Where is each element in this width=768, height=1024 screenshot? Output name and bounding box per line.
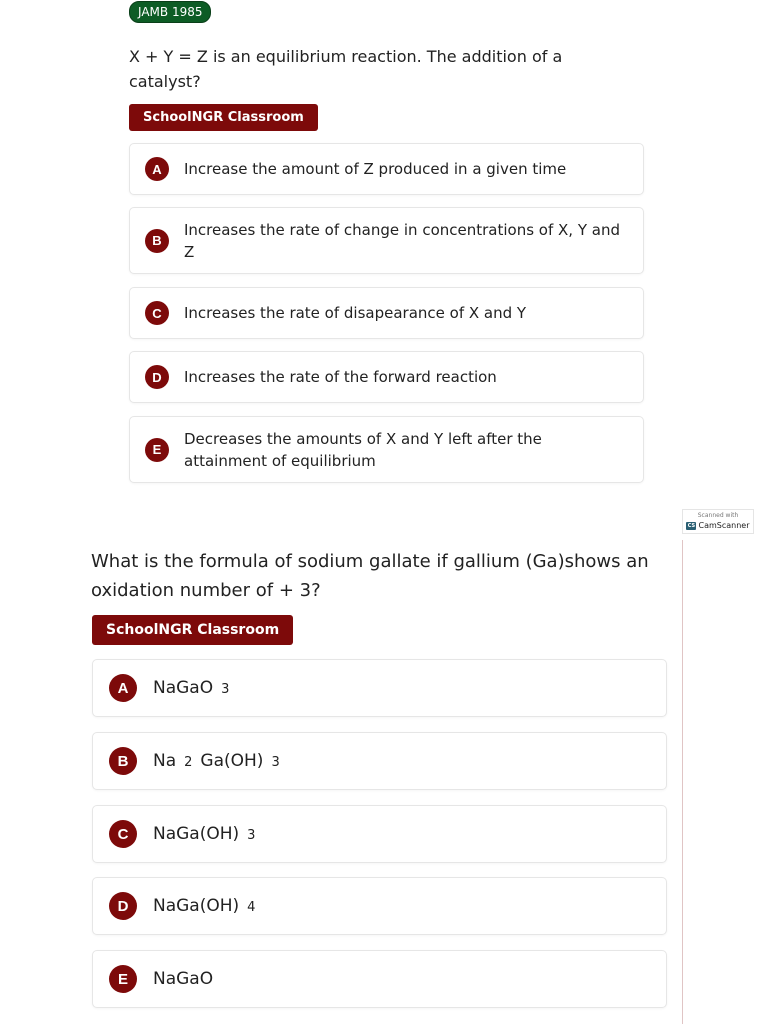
option-letter: C bbox=[109, 820, 137, 848]
option-formula bbox=[153, 678, 229, 698]
question-2-text: What is the formula of sodium gallate if gallium (Ga)shows an oxidation number of + 3? bbox=[91, 551, 649, 601]
option-e[interactable] bbox=[129, 416, 644, 483]
formula-main: NaGa(OH) bbox=[153, 824, 240, 844]
question-1-text: X + Y = Z is an equilibrium reaction. The addition of a catalyst? bbox=[129, 47, 563, 91]
option-c[interactable] bbox=[129, 287, 644, 339]
formula-subscript: 2 bbox=[184, 755, 193, 770]
option-letter: C bbox=[145, 301, 169, 325]
formula-main: NaGa(OH) bbox=[153, 896, 240, 916]
option-text: Decreases the amounts of X and Y left after the attainment of equilibrium bbox=[184, 429, 542, 470]
brand-label-1: SchoolNGR Classroom bbox=[129, 104, 318, 131]
formula-subscript-2: 3 bbox=[271, 755, 280, 770]
option-letter: B bbox=[145, 229, 169, 253]
brand-label-2: SchoolNGR Classroom bbox=[92, 615, 293, 645]
camscanner-logo-icon: CS bbox=[687, 522, 696, 529]
option-text: Increase the amount of Z produced in a given time bbox=[184, 160, 567, 178]
option-letter: E bbox=[109, 965, 137, 993]
watermark-caption: Scanned with bbox=[697, 512, 739, 519]
option-formula bbox=[153, 896, 255, 916]
formula-subscript: 3 bbox=[247, 828, 256, 843]
camscanner-watermark bbox=[682, 509, 754, 534]
option-formula bbox=[153, 969, 213, 989]
option-d[interactable] bbox=[92, 877, 667, 935]
exam-badge: JAMB 1985 bbox=[129, 1, 211, 23]
option-text: Increases the rate of the forward reaction bbox=[184, 368, 497, 386]
option-letter: D bbox=[145, 365, 169, 389]
option-c[interactable] bbox=[92, 805, 667, 863]
option-d[interactable] bbox=[129, 351, 644, 403]
option-b[interactable] bbox=[129, 207, 644, 274]
page-divider bbox=[682, 540, 683, 1024]
option-letter: A bbox=[109, 674, 137, 702]
option-text: Increases the rate of change in concentrations of X, Y and Z bbox=[184, 220, 620, 261]
option-a[interactable] bbox=[129, 143, 644, 195]
formula-main-2: Ga(OH) bbox=[200, 751, 264, 771]
formula-subscript: 4 bbox=[247, 900, 256, 915]
formula-main: Na bbox=[153, 751, 177, 771]
formula-main: NaGaO bbox=[153, 969, 214, 989]
option-formula bbox=[153, 751, 280, 771]
formula-subscript: 3 bbox=[221, 682, 230, 697]
option-letter: B bbox=[109, 747, 137, 775]
option-letter: D bbox=[109, 892, 137, 920]
option-b[interactable] bbox=[92, 732, 667, 790]
formula-main: NaGaO bbox=[153, 678, 214, 698]
option-text: Increases the rate of disapearance of X and Y bbox=[184, 304, 527, 322]
option-letter: A bbox=[145, 157, 169, 181]
option-formula bbox=[153, 824, 255, 844]
option-a[interactable] bbox=[92, 659, 667, 717]
watermark-brand: CamScanner bbox=[698, 521, 750, 530]
option-letter: E bbox=[145, 438, 169, 462]
option-e[interactable] bbox=[92, 950, 667, 1008]
